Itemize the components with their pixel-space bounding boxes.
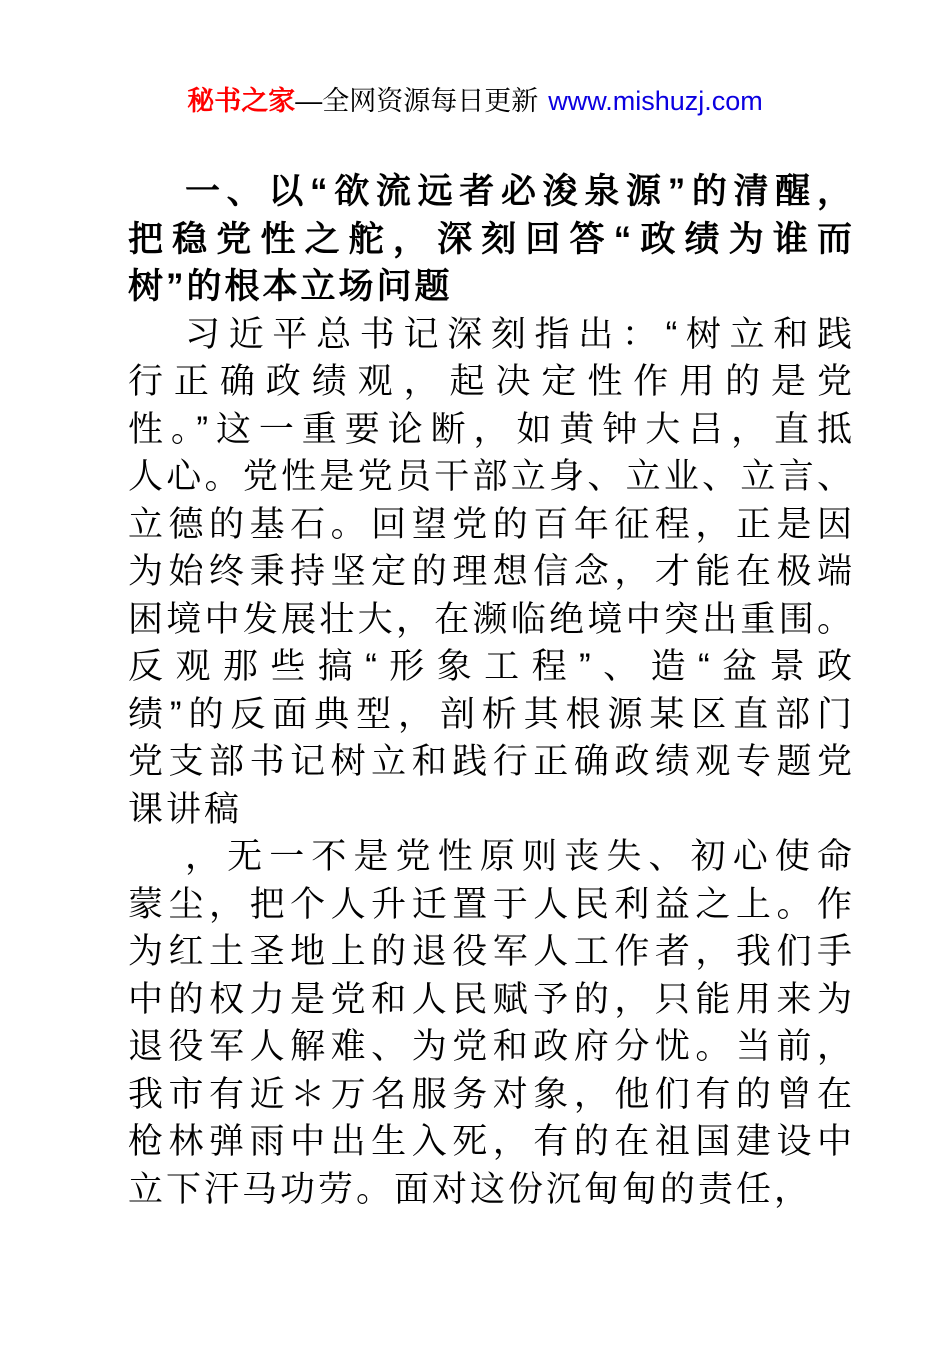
site-tagline: —全网资源每日更新	[295, 86, 539, 116]
text-line: 枪林弹雨中出生入死，有的在祖国建设中	[128, 1122, 855, 1161]
text-line: 困境中发展壮大，在濒临绝境中突出重围。	[128, 599, 855, 639]
text-line: 行正确政绩观，起决定性作用的是党	[128, 362, 855, 401]
body-paragraph	[128, 311, 855, 834]
text-line: 反观那些搞“形象工程”、造“盆景政	[128, 647, 855, 686]
text-line: 课讲稿	[128, 789, 243, 829]
body-paragraph	[128, 833, 855, 1213]
site-header	[0, 83, 950, 119]
site-brand: 秘书之家	[187, 86, 296, 116]
text-line: 树”的根本立场问题	[128, 267, 453, 306]
text-line: 性。”这一重要论断，如黄钟大吕，直抵	[128, 409, 855, 449]
text-line: 绩”的反面典型，剖析其根源某区直部门	[128, 694, 855, 734]
document-body	[128, 168, 855, 1213]
section-heading	[128, 168, 855, 311]
text-line: 蒙尘，把个人升迁置于人民利益之上。作	[128, 884, 855, 924]
text-line: ，无一不是党性原则丧失、初心使命	[185, 837, 855, 876]
site-url-link[interactable]: www.mishuzj.com	[548, 86, 763, 116]
text-line: 人心。党性是党员干部立身、立业、立言、	[128, 457, 855, 496]
text-line: 为红土圣地上的退役军人工作者，我们手	[128, 932, 855, 971]
text-line: 立下汗马功劳。面对这份沉甸甸的责任，	[128, 1169, 813, 1209]
text-line: 党支部书记树立和践行正确政绩观专题党	[128, 742, 855, 781]
text-line: 习近平总书记深刻指出：“树立和践	[185, 314, 855, 354]
text-line: 立德的基石。回望党的百年征程，正是因	[128, 504, 855, 544]
text-line: 中的权力是党和人民赋予的，只能用来为	[128, 979, 855, 1019]
text-line: 把稳党性之舵，深刻回答“政绩为谁而	[128, 219, 855, 259]
text-line: 我市有近＊万名服务对象，他们有的曾在	[128, 1074, 855, 1114]
text-line: 为始终秉持坚定的理想信念，才能在极端	[128, 552, 855, 591]
text-line: 一、以“欲流远者必浚泉源”的清醒，	[185, 172, 855, 211]
text-line: 退役军人解难、为党和政府分忧。当前，	[128, 1027, 855, 1066]
